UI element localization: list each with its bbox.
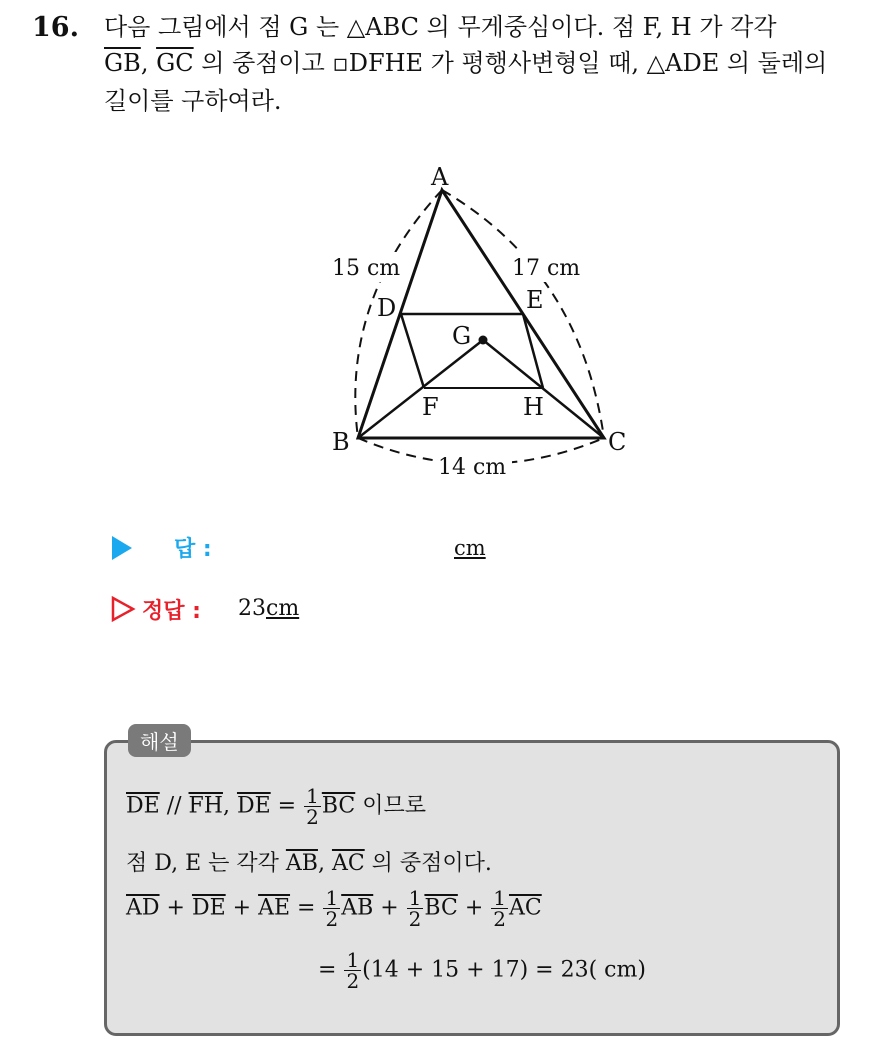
equals: = <box>270 793 304 819</box>
numerator: 1 <box>325 886 339 910</box>
label-e: E <box>526 286 544 314</box>
seg-ad: $\overline{AD}$ <box>126 895 160 921</box>
seg-ac: $\overline{AC}$ <box>331 851 365 876</box>
numerator: 1 <box>346 948 360 972</box>
label-side-bc: 14 cm <box>438 455 507 480</box>
answer-label: 답 : <box>174 537 212 562</box>
outline-arrow-icon <box>110 596 136 622</box>
triangle-figure <box>0 0 884 520</box>
label-a: A <box>431 163 449 191</box>
equals-2: = <box>290 895 323 921</box>
text-midpoints: 의 중점이다. <box>364 851 492 876</box>
seg-de: $\overline{DE}$ <box>126 793 160 819</box>
denominator: 2 <box>325 907 339 931</box>
seg-ab: $\overline{AB}$ <box>285 851 318 876</box>
solution-line-2 <box>126 846 492 877</box>
segment-df <box>401 314 424 388</box>
label-side-ab: 15 cm <box>332 256 401 281</box>
seg-ac-2: $\overline{AC}$ <box>508 895 542 921</box>
seg-bc: $\overline{BC}$ <box>321 793 356 819</box>
seg-ab-2: $\overline{AB}$ <box>341 895 374 921</box>
point-g <box>479 336 488 345</box>
text-points-de: 점 D, E 는 각각 <box>126 851 286 876</box>
numerator: 1 <box>306 784 319 808</box>
seg-de-2: $\overline{DE}$ <box>236 793 271 819</box>
plus-4: + <box>457 895 491 921</box>
plus: + <box>159 895 192 921</box>
question-line-3: 길이를 구하여라. <box>104 87 282 115</box>
segment-gb: $\overline{GB}$ <box>104 49 141 77</box>
solution-tag: 해설 <box>128 724 191 757</box>
denominator: 2 <box>306 805 319 829</box>
label-c: C <box>608 428 627 456</box>
denominator: 2 <box>493 907 506 931</box>
fraction-half-5 <box>344 950 361 991</box>
solution-line-1 <box>126 786 426 827</box>
seg-fh: $\overline{FH}$ <box>188 793 223 819</box>
label-side-ac: 17 cm <box>512 256 581 281</box>
comma-2: , <box>317 851 332 876</box>
separator: , <box>140 49 157 77</box>
solution-line-4 <box>318 950 646 991</box>
plus-3: + <box>373 895 406 921</box>
label-f: F <box>422 393 439 421</box>
parallel-symbol: // <box>159 793 189 819</box>
numerator: 1 <box>408 886 422 910</box>
seg-bc-2: $\overline{BC}$ <box>424 895 458 921</box>
segment-eh <box>523 314 543 388</box>
question-number: 16. <box>32 12 79 43</box>
denominator: 2 <box>346 969 360 993</box>
correct-answer-unit: cm <box>266 596 300 621</box>
segment-gc: $\overline{GC}$ <box>156 49 194 77</box>
solution-line-3 <box>126 888 542 929</box>
correct-answer-number: 23 <box>238 596 266 621</box>
fraction-half-3 <box>407 888 424 929</box>
question-line-2-rest: 의 중점이고 ▫DFHE 가 평행사변형일 때, △ADE 의 둘레의 <box>193 49 828 77</box>
equals-3: = <box>318 957 344 983</box>
question-line-1: 다음 그림에서 점 G 는 △ABC 의 무게중심이다. 점 F, H 가 각각 <box>104 13 777 41</box>
answer-unit[interactable]: cm <box>454 536 486 560</box>
fraction-half <box>304 786 321 827</box>
play-arrow-icon <box>112 536 132 560</box>
seg-de-3: $\overline{DE}$ <box>191 895 226 921</box>
fraction-half-2 <box>323 888 340 929</box>
fraction-half-4 <box>491 888 508 929</box>
final-computation: (14 + 15 + 17) = 23( cm) <box>362 957 646 983</box>
label-d: D <box>377 294 397 322</box>
label-g: G <box>452 322 472 350</box>
numerator: 1 <box>493 886 506 910</box>
comma: , <box>222 793 237 819</box>
plus-2: + <box>225 895 259 921</box>
label-b: B <box>332 428 350 456</box>
correct-answer-value <box>238 596 299 621</box>
label-h: H <box>523 393 544 421</box>
seg-ae: $\overline{AE}$ <box>258 895 291 921</box>
correct-answer-label: 정답 : <box>142 599 201 624</box>
denominator: 2 <box>408 907 422 931</box>
text-therefore: 이므로 <box>355 793 426 819</box>
